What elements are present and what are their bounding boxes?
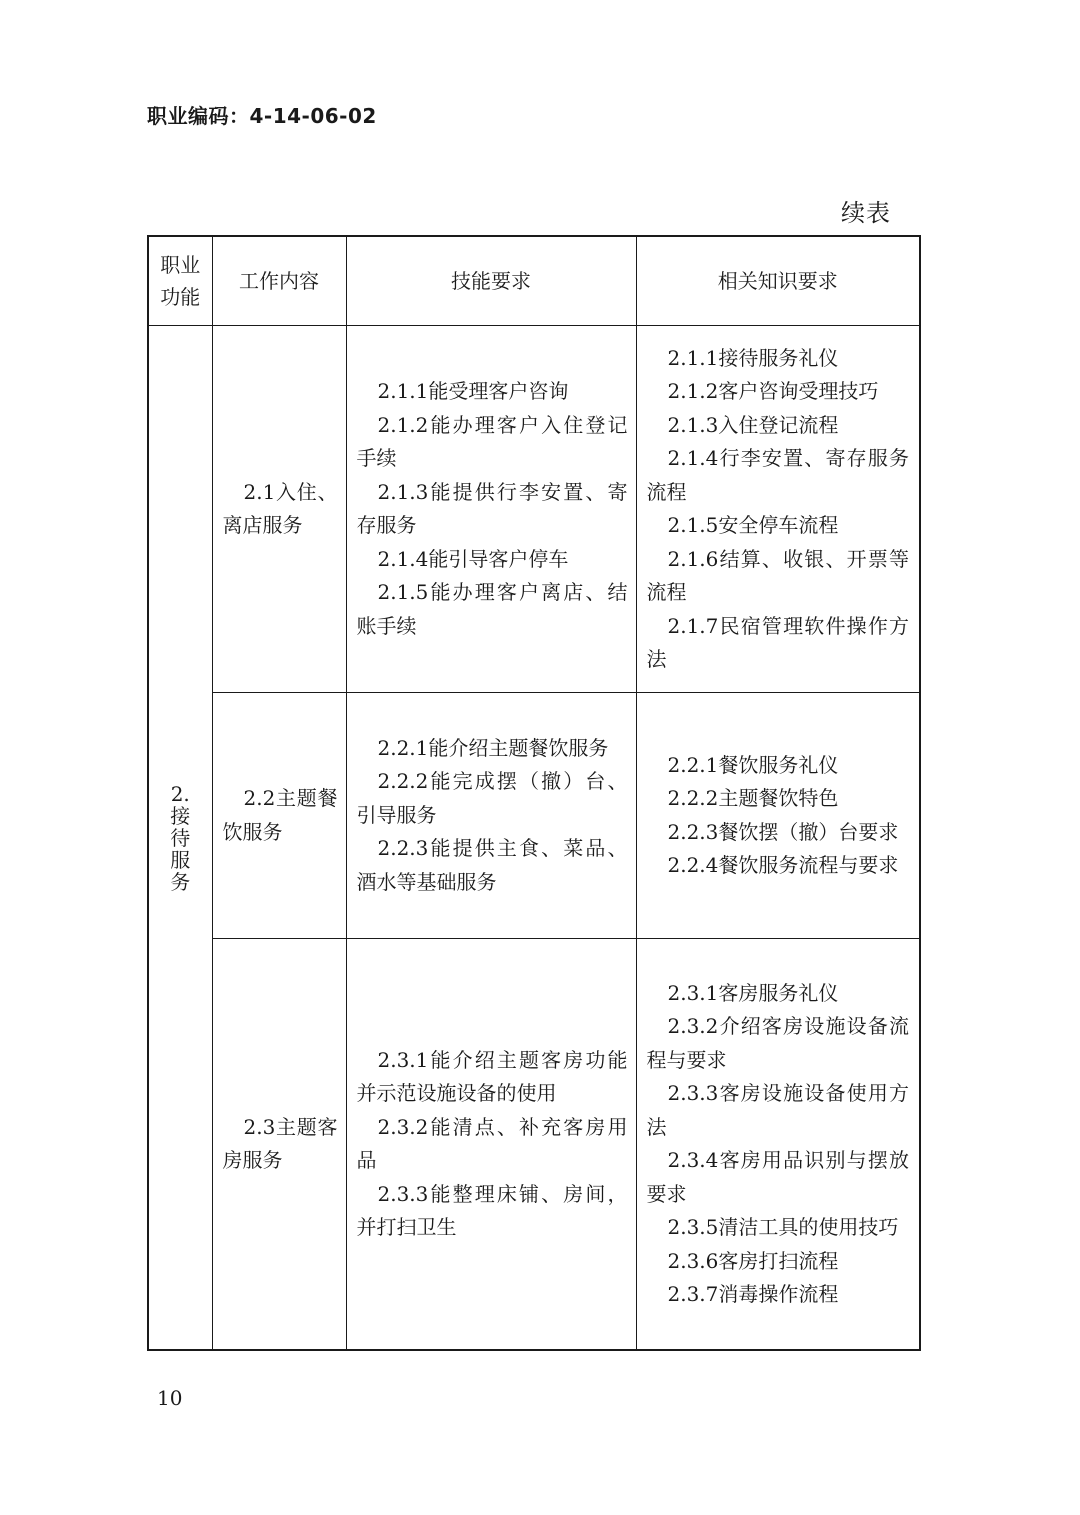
table-row [148,326,920,693]
header-work-content: 工作内容 [212,236,346,326]
header-knowledge-requirements: 相关知识要求 [636,236,920,326]
skill-requirements-table [147,235,921,1351]
list-item: 2.3.1客房服务礼仪 [667,980,839,1005]
skills-cell [346,693,636,939]
continued-table-label: 续表 [841,199,891,227]
list-item: 2.1.1能受理客户咨询 [377,379,569,403]
header-skill-requirements: 技能要求 [346,236,636,326]
list-item: 2.1.1接待服务礼仪 [667,345,839,370]
list-item: 2.3.3客房设施设备使用方法 [646,1081,909,1139]
list-item: 2.3.4客房用品识别与摆放要求 [646,1148,909,1206]
list-item: 2.3.6客房打扫流程 [667,1248,839,1273]
page-number: 10 [157,1386,183,1410]
occupation-code: 职业编码：4-14-06-02 [147,104,377,128]
knowledge-cell [636,939,920,1351]
work-content-cell: 2.1入住、离店服务 [212,326,346,693]
work-content-cell: 2.2主题餐饮服务 [212,693,346,939]
list-item: 2.3.2能清点、补充客房用品 [356,1114,628,1172]
list-item: 2.3.3能整理床铺、房间，并打扫卫生 [356,1181,628,1239]
list-item: 2.1.6结算、收银、开票等流程 [646,546,909,604]
list-item: 2.2.4餐饮服务流程与要求 [667,853,899,877]
list-item: 2.1.3入住登记流程 [667,412,839,437]
list-item: 2.2.3能提供主食、菜品、酒水等基础服务 [356,836,628,894]
table-row [148,939,920,1351]
list-item: 2.3.7消毒操作流程 [667,1282,839,1306]
header-function: 职业功能 [148,236,212,326]
list-item: 2.2.1餐饮服务礼仪 [667,752,839,777]
skills-cell [346,939,636,1351]
table-row [148,693,920,939]
list-item: 2.1.4行李安置、寄存服务流程 [646,446,909,504]
list-item: 2.2.1能介绍主题餐饮服务 [377,735,609,760]
knowledge-cell [636,693,920,939]
list-item: 2.3.2介绍客房设施设备流程与要求 [646,1014,909,1072]
knowledge-cell [636,326,920,693]
list-item: 2.2.2主题餐饮特色 [667,786,839,810]
function-cell [148,326,212,1351]
skills-cell [346,326,636,693]
list-item: 2.1.2客户咨询受理技巧 [667,379,879,403]
list-item: 2.1.5能办理客户离店、结账手续 [356,580,628,638]
list-item: 2.1.7民宿管理软件操作方法 [646,613,909,671]
list-item: 2.1.4能引导客户停车 [377,546,569,571]
list-item: 2.3.5清洁工具的使用技巧 [667,1215,899,1239]
list-item: 2.3.1能介绍主题客房功能并示范设施设备的使用 [356,1047,628,1105]
work-content-cell: 2.3主题客房服务 [212,939,346,1351]
list-item: 2.1.3能提供行李安置、寄存服务 [356,479,628,537]
table-header-row [148,236,920,326]
function-label: 2.接待服务 [170,781,191,894]
list-item: 2.2.3餐饮摆（撤）台要求 [667,819,899,844]
list-item: 2.2.2能完成摆（撤）台、引导服务 [356,769,628,827]
list-item: 2.1.5安全停车流程 [667,513,839,537]
list-item: 2.1.2能办理客户入住登记手续 [356,412,628,470]
